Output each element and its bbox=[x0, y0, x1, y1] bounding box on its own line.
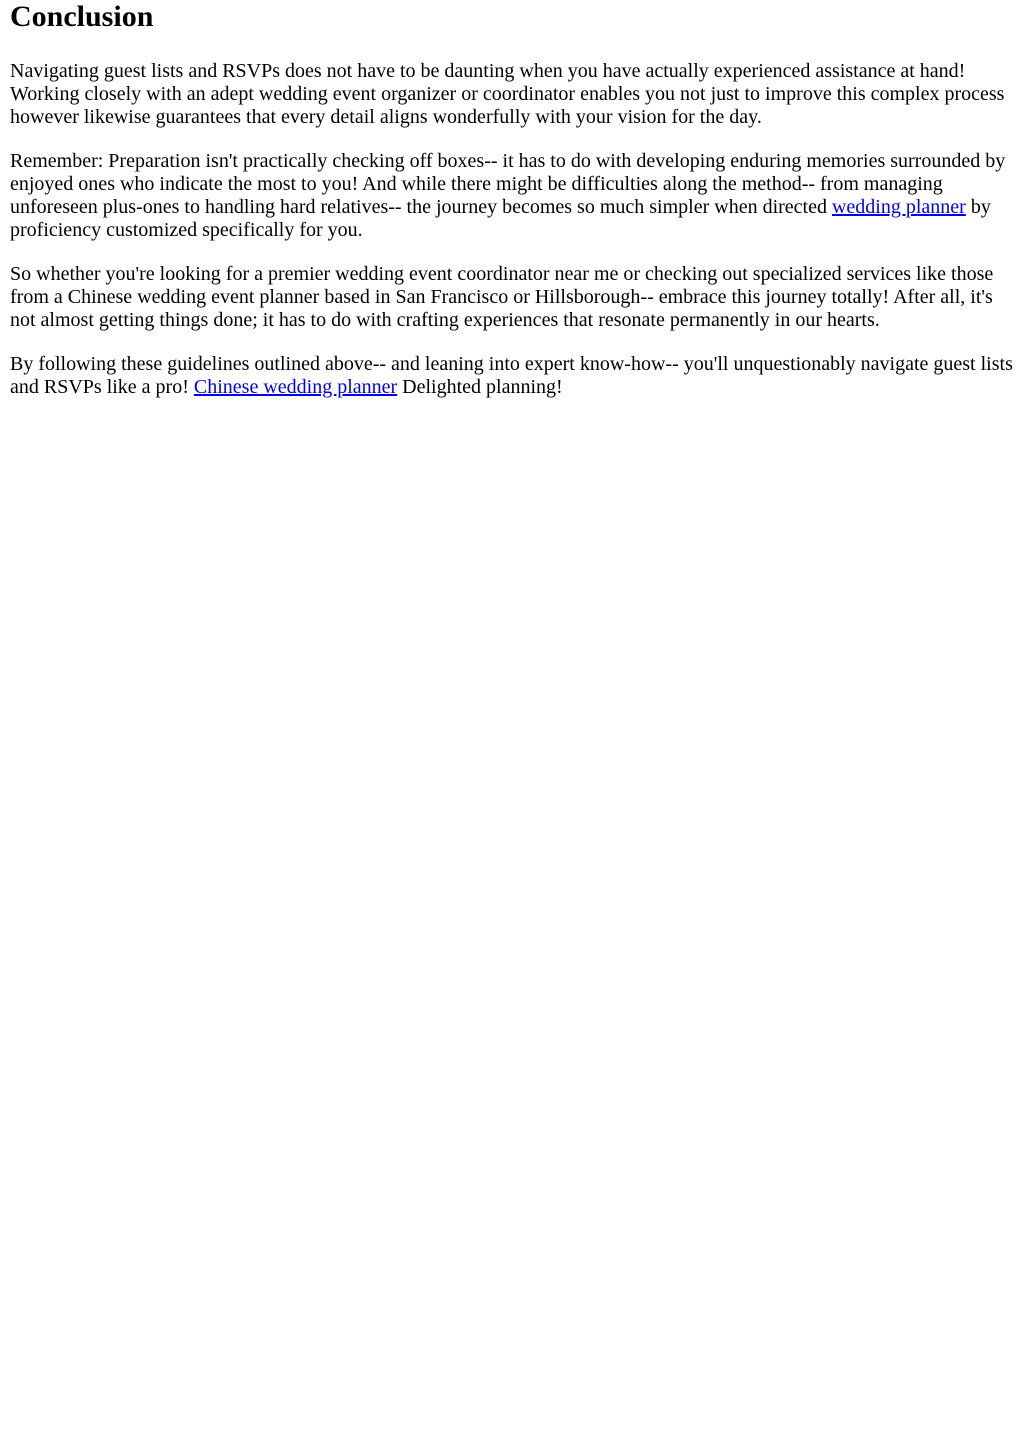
paragraph-closing bbox=[10, 353, 1016, 399]
conclusion-heading: Conclusion bbox=[10, 0, 154, 33]
paragraph-intro-text: Navigating guest lists and RSVPs does not have to be daunting when you have actually experienced assistance at hand! Working closely with an adept wedding event organizer or coordinator enables you not just to improve this complex process however likewise guarantees that every detail aligns wonderfully with your vision for the day. bbox=[10, 60, 1005, 128]
paragraph-closing-text-end: Delighted planning! bbox=[397, 376, 563, 398]
article-body bbox=[0, 0, 1024, 399]
paragraph-remember-text-end: by proficiency customized specifically for you. bbox=[10, 196, 991, 241]
chinese-wedding-planner-link[interactable]: Chinese wedding planner bbox=[193, 376, 398, 398]
paragraph-closing-text-start: By following these guidelines outlined above-- and leaning into expert know-how-- you'll unquestionably navigate guest lists and RSVPs like a pro! bbox=[10, 353, 1013, 398]
paragraph-remember-text-start: Remember: Preparation isn't practically checking off boxes-- it has to do with developing enduring memories surrounded by enjoyed ones who indicate the most to you! And while there might be difficulties along the method-- from managing unforeseen plus-ones to handling hard relatives-- the journey becomes so much simpler when directed bbox=[10, 150, 1006, 218]
paragraph-intro bbox=[10, 60, 1016, 129]
paragraph-remember bbox=[10, 150, 1016, 242]
paragraph-search-text: So whether you're looking for a premier wedding event coordinator near me or checking out specialized services like those from a Chinese wedding event planner based in San Francisco or Hillsborough-- embrace this journey totally! After all, it's not almost getting things done; it has to do with crafting experiences that resonate permanently in our hearts. bbox=[10, 263, 994, 331]
wedding-planner-link[interactable]: wedding planner bbox=[831, 196, 966, 218]
paragraph-search bbox=[10, 263, 1016, 332]
